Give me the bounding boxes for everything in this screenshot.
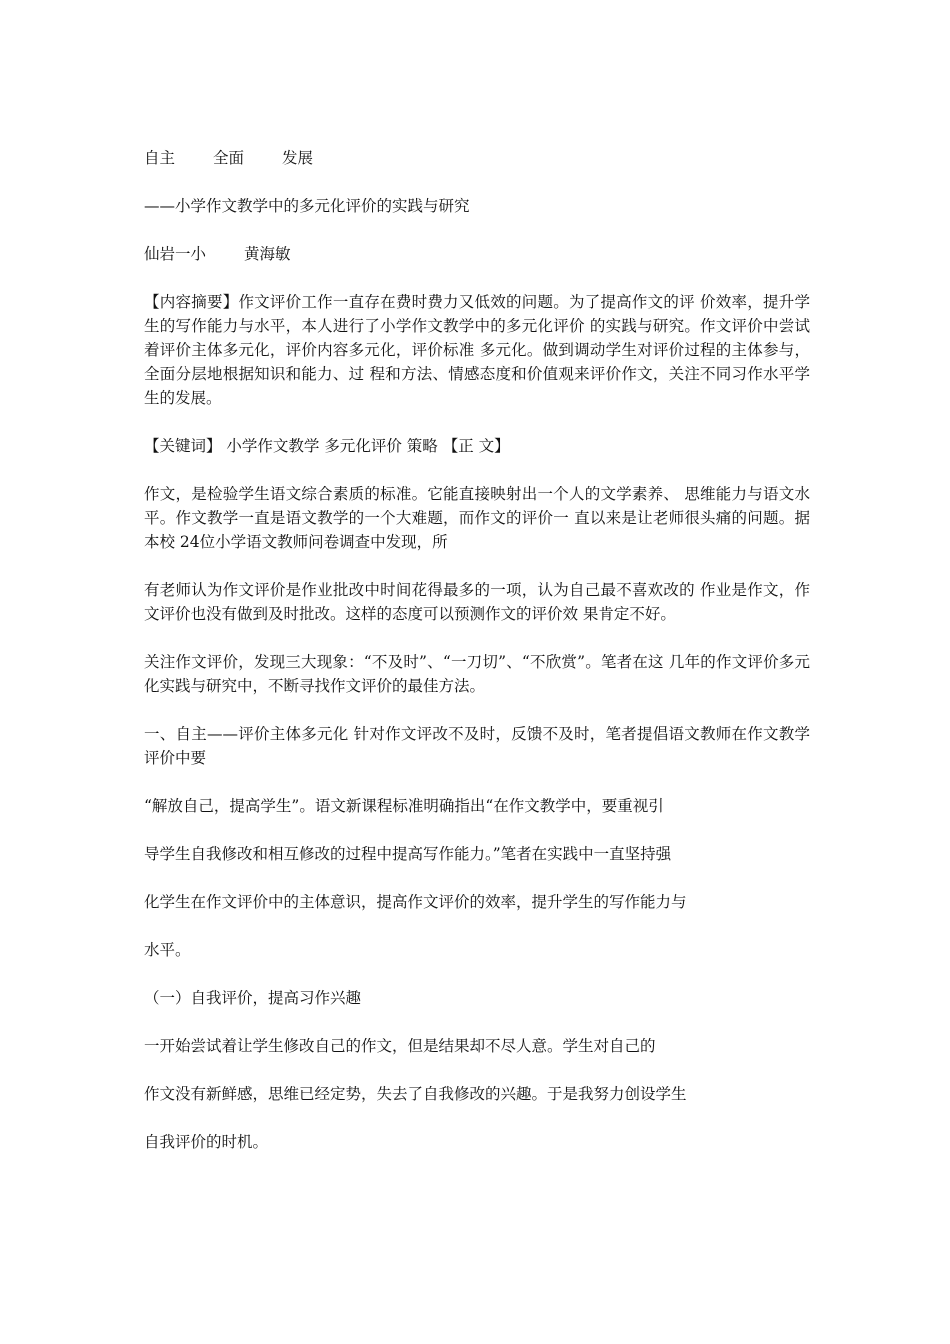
document-title [144, 146, 810, 170]
keywords-line: 【关键词】 小学作文教学 多元化评价 策略 【正 文】 [144, 437, 510, 455]
title-word: 自主 [144, 149, 176, 167]
document-page [144, 146, 810, 1154]
subsection-heading: （一）自我评价，提高习作兴趣 [144, 989, 362, 1007]
title-word: 发展 [282, 149, 314, 167]
body-paragraph: 关注作文评价，发现三大现象：“不及时”、“一刀切”、“不欣赏”。笔者在这 几年的作文评价多元化实践与研究中，不断寻找作文评价的最佳方法。 [144, 653, 810, 695]
body-paragraph: 作文，是检验学生语文综合素质的标准。它能直接映射出一个人的文学素养、 思维能力与语文水平。作文教学一直是语文教学的一个大难题，而作文的评价一 直以来是让老师很头痛的问题。据本校 24位小学语文教师问卷调查中发现，所 [144, 485, 810, 551]
body-line: 水平。 [144, 941, 191, 959]
body-line: 化学生在作文评价中的主体意识，提高作文评价的效率，提升学生的写作能力与 [144, 893, 687, 911]
body-line: 一开始尝试着让学生修改自己的作文，但是结果却不尽人意。学生对自己的 [144, 1037, 656, 1055]
section-heading-paragraph: 一、自主——评价主体多元化 针对作文评改不及时，反馈不及时，笔者提倡语文教师在作文教学评价中要 [144, 725, 810, 767]
document-subtitle: ——小学作文教学中的多元化评价的实践与研究 [144, 197, 470, 215]
author-name: 黄海敏 [244, 245, 291, 263]
author-school: 仙岩一小 [144, 245, 207, 263]
body-line: 作文没有新鲜感，思维已经定势，失去了自我修改的兴趣。于是我努力创设学生 [144, 1085, 687, 1103]
body-line: 自我评价的时机。 [144, 1133, 269, 1151]
author-line [144, 242, 810, 266]
abstract-paragraph: 【内容摘要】作文评价工作一直存在费时费力又低效的问题。为了提高作文的评 价效率，提升学生的写作能力与水平，本人进行了小学作文教学中的多元化评价 的实践与研究。作文评价中尝试着评价主体多元化，评价内容多元化，评价标准 多元化。做到调动学生对评价过程的主体参与，全面分层地根据知识和能力、过 程和方法、情感态度和价值观来评价作文，关注不同习作水平学生的发展。 [144, 293, 810, 407]
body-paragraph: 有老师认为作文评价是作业批改中时间花得最多的一项，认为自己最不喜欢改的 作业是作文，作文评价也没有做到及时批改。这样的态度可以预测作文的评价效 果肯定不好。 [144, 581, 810, 623]
title-word: 全面 [213, 149, 245, 167]
body-line: 导学生自我修改和相互修改的过程中提高写作能力。”笔者在实践中一直坚持强 [144, 845, 672, 863]
body-line: “解放自己，提高学生”。语文新课程标准明确指出“在作文教学中，要重视引 [144, 797, 664, 815]
